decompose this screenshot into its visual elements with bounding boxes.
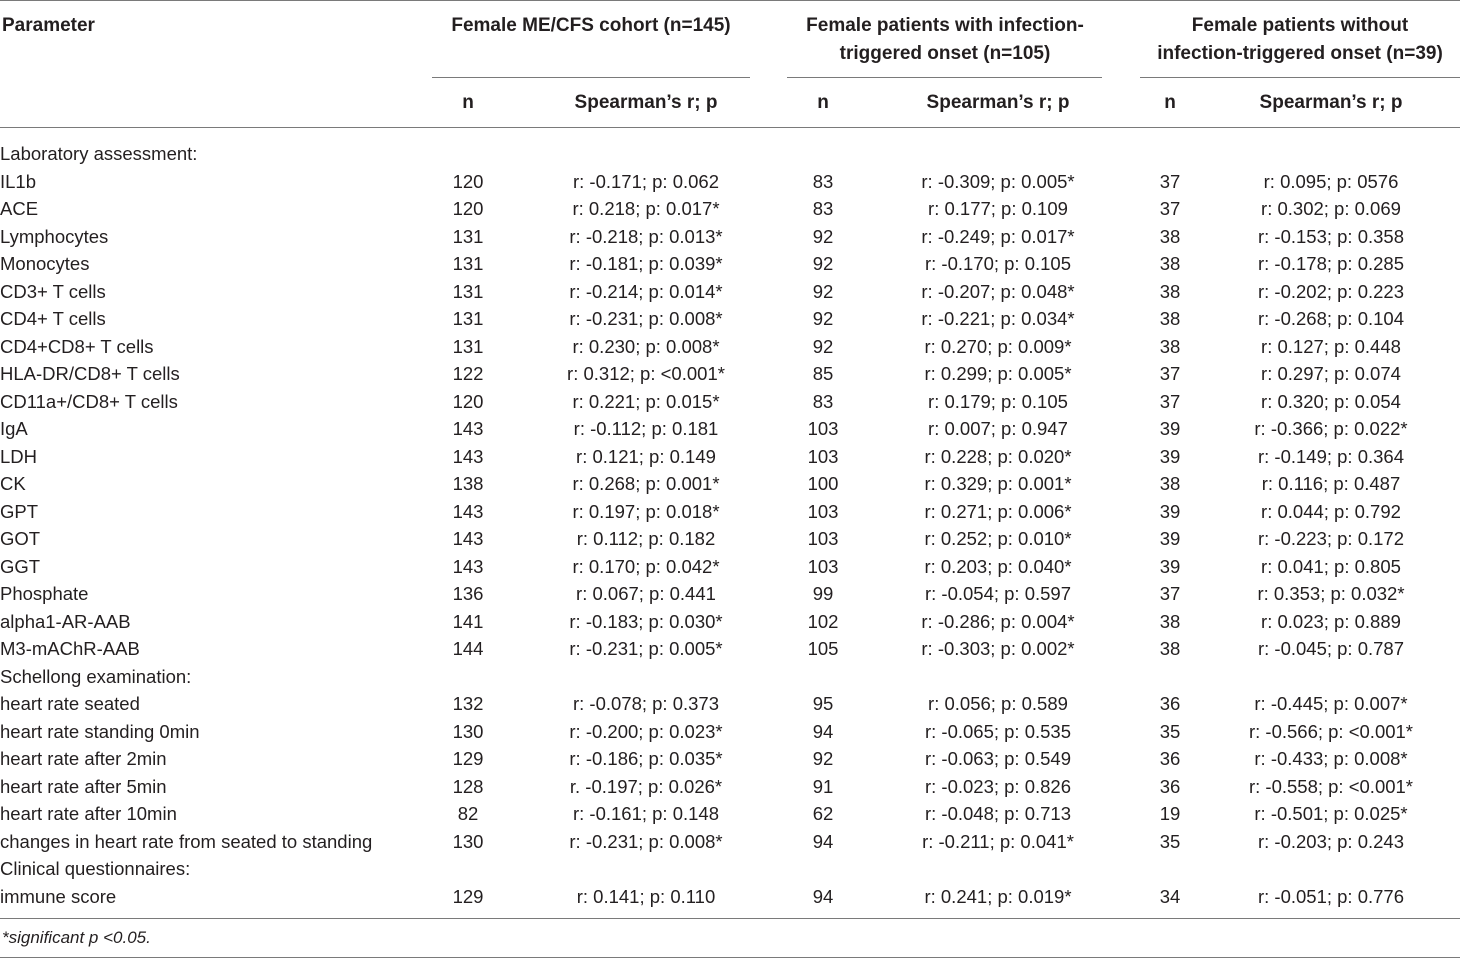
n-cohort-cell: 131	[452, 335, 484, 357]
header-n-group3: n	[1164, 92, 1176, 113]
section-header-row	[0, 663, 1460, 691]
n-noninfection-cell: 37	[1159, 363, 1181, 384]
header-group2-line1: Female patients with infection-	[806, 15, 1084, 36]
n-noninfection-cell: 38	[1159, 308, 1181, 329]
spearman-cohort-cell: r: -0.161; p: 0.148	[572, 803, 720, 824]
spearman-noninfection-cell: r: -0.223; p: 0.172	[1257, 528, 1405, 549]
n-noninfection-cell: 39	[1159, 555, 1181, 577]
n-cohort-cell: 144	[452, 638, 484, 659]
n-infection-cell: 91	[812, 775, 834, 797]
parameter-cell: CD4+CD8+ T cells	[0, 335, 154, 357]
spearman-infection-cell: r: -0.207; p: 0.048*	[921, 280, 1075, 302]
n-infection-cell: 94	[812, 830, 834, 852]
top-rule	[0, 0, 1460, 1]
spearman-noninfection-cell: r: -0.202; p: 0.223	[1257, 280, 1405, 302]
n-cohort-cell: 131	[452, 225, 484, 247]
table-row	[0, 635, 1460, 663]
spearman-infection-cell: r: -0.023; p: 0.826	[924, 775, 1072, 797]
spearman-infection-cell: r: 0.252; p: 0.010*	[924, 528, 1072, 549]
group2-underline	[787, 77, 1102, 78]
spearman-cohort-cell: r: 0.112; p: 0.182	[576, 528, 716, 549]
n-infection-cell: 92	[812, 225, 834, 247]
n-noninfection-cell: 36	[1159, 775, 1181, 797]
spearman-noninfection-cell: r: 0.023; p: 0.889	[1261, 610, 1401, 632]
spearman-cohort-cell: r: -0.181; p: 0.039*	[569, 253, 723, 274]
n-cohort-cell	[432, 663, 504, 691]
n-infection-cell: 103	[807, 555, 839, 577]
table-body	[0, 140, 1460, 910]
n-noninfection-cell: 39	[1159, 500, 1181, 522]
spearman-noninfection-cell: r: -0.501; p: 0.025*	[1254, 803, 1408, 824]
spearman-noninfection-cell: r: 0.041; p: 0.805	[1261, 555, 1401, 577]
n-noninfection-cell: 39	[1159, 528, 1181, 549]
spearman-noninfection-cell: r: -0.445; p: 0.007*	[1254, 693, 1408, 714]
n-cohort-cell: 120	[452, 390, 484, 412]
n-noninfection-cell: 38	[1159, 473, 1181, 494]
parameter-cell: CD11a+/CD8+ T cells	[0, 390, 178, 412]
n-infection-cell	[788, 855, 858, 883]
table-row	[0, 498, 1460, 526]
spearman-infection-cell: r: 0.271; p: 0.006*	[924, 500, 1072, 522]
table-row	[0, 195, 1460, 223]
parameter-cell: IgA	[0, 418, 28, 439]
n-noninfection-cell: 38	[1159, 253, 1181, 274]
table-row	[0, 278, 1460, 306]
n-noninfection-cell: 39	[1159, 445, 1181, 467]
spearman-noninfection-cell: r: -0.268; p: 0.104	[1257, 308, 1405, 329]
spearman-infection-cell: r: 0.299; p: 0.005*	[924, 363, 1072, 384]
n-infection-cell: 92	[812, 308, 834, 329]
header-spearman-group2: Spearman’s r; p	[926, 92, 1070, 113]
spearman-cohort-cell: r: -0.200; p: 0.023*	[569, 720, 723, 742]
spearman-noninfection-cell: r: -0.045; p: 0.787	[1257, 638, 1405, 659]
table-row	[0, 883, 1460, 911]
table-row	[0, 608, 1460, 636]
table-row	[0, 470, 1460, 498]
n-noninfection-cell: 35	[1159, 720, 1181, 742]
spearman-cohort-cell: r: 0.312; p: <0.001*	[567, 363, 725, 384]
spearman-cohort-cell: r: -0.183; p: 0.030*	[569, 610, 723, 632]
spearman-cohort-cell: r: 0.218; p: 0.017*	[572, 198, 720, 219]
n-noninfection-cell: 37	[1159, 583, 1181, 604]
spearman-infection-cell: r: 0.177; p: 0.109	[928, 198, 1068, 219]
n-cohort-cell: 129	[452, 885, 484, 907]
table-bottom-rule	[0, 918, 1460, 919]
n-cohort-cell: 130	[452, 720, 484, 742]
parameter-cell: changes in heart rate from seated to standing	[0, 830, 373, 852]
n-infection-cell: 103	[807, 500, 839, 522]
parameter-cell: Monocytes	[0, 253, 90, 274]
spearman-noninfection-cell: r: 0.116; p: 0.487	[1261, 473, 1401, 494]
parameter-cell: heart rate seated	[0, 693, 140, 714]
n-noninfection-cell: 38	[1159, 335, 1181, 357]
spearman-infection-cell: r: -0.065; p: 0.535	[924, 720, 1072, 742]
spearman-infection-cell: r: -0.249; p: 0.017*	[921, 225, 1075, 247]
n-noninfection-cell: 36	[1159, 693, 1181, 714]
spearman-infection-cell: r: -0.303; p: 0.002*	[921, 638, 1075, 659]
header-n-group1: n	[462, 92, 474, 113]
n-noninfection-cell: 36	[1159, 748, 1181, 769]
parameter-cell: Clinical questionnaires:	[0, 858, 191, 879]
header-group1-title: Female ME/CFS cohort (n=145)	[451, 15, 731, 36]
header-parameter: Parameter	[2, 15, 95, 36]
n-cohort-cell: 132	[452, 693, 484, 714]
spearman-infection-cell: r: -0.048; p: 0.713	[924, 803, 1072, 824]
spearman-noninfection-cell: r: -0.149; p: 0.364	[1257, 445, 1405, 467]
parameter-cell: HLA-DR/CD8+ T cells	[0, 363, 180, 384]
spearman-infection-cell: r: -0.170; p: 0.105	[924, 253, 1072, 274]
spearman-infection-cell: r: -0.054; p: 0.597	[924, 583, 1072, 604]
group3-underline	[1140, 77, 1460, 78]
n-infection-cell: 94	[812, 720, 834, 742]
n-cohort-cell: 129	[452, 748, 484, 769]
table-row	[0, 250, 1460, 278]
n-noninfection-cell: 38	[1159, 225, 1181, 247]
spearman-noninfection-cell: r: 0.302; p: 0.069	[1261, 198, 1401, 219]
table-row	[0, 690, 1460, 718]
table-row	[0, 333, 1460, 361]
table-row	[0, 745, 1460, 773]
header-group1	[432, 12, 750, 40]
n-infection-cell: 83	[812, 170, 834, 192]
header-group2	[770, 12, 1120, 68]
parameter-cell: Lymphocytes	[0, 225, 109, 247]
n-cohort-cell: 130	[452, 830, 484, 852]
n-noninfection-cell: 37	[1159, 390, 1181, 412]
header-group3	[1140, 12, 1460, 68]
parameter-cell: LDH	[0, 445, 38, 467]
table-row	[0, 443, 1460, 471]
table-row	[0, 828, 1460, 856]
n-cohort-cell: 131	[452, 280, 484, 302]
n-cohort-cell: 143	[452, 500, 484, 522]
parameter-cell: CK	[0, 473, 26, 494]
table-row	[0, 168, 1460, 196]
n-infection-cell: 94	[812, 885, 834, 907]
spearman-cohort-cell: r: -0.078; p: 0.373	[572, 693, 720, 714]
parameter-cell: heart rate after 10min	[0, 803, 177, 824]
spearman-noninfection-cell: r: -0.566; p: <0.001*	[1248, 720, 1414, 742]
n-infection-cell	[788, 663, 858, 691]
spearman-noninfection-cell: r: 0.127; p: 0.448	[1261, 335, 1401, 357]
n-infection-cell: 100	[807, 473, 839, 494]
parameter-cell: heart rate after 5min	[0, 775, 167, 797]
n-noninfection-cell: 19	[1159, 803, 1181, 824]
parameter-cell: GPT	[0, 500, 39, 522]
spearman-noninfection-cell	[1202, 855, 1460, 883]
spearman-noninfection-cell: r: 0.095; p: 0576	[1263, 170, 1399, 192]
n-infection-cell: 102	[807, 610, 839, 632]
spearman-cohort-cell: r: 0.221; p: 0.015*	[572, 390, 720, 412]
n-noninfection-cell	[1138, 855, 1202, 883]
n-noninfection-cell: 39	[1159, 418, 1181, 439]
n-cohort-cell: 143	[452, 528, 484, 549]
spearman-cohort-cell: r: -0.112; p: 0.181	[573, 418, 719, 439]
n-cohort-cell	[432, 140, 504, 168]
n-cohort-cell: 128	[452, 775, 484, 797]
correlation-table	[0, 140, 1460, 910]
n-noninfection-cell: 38	[1159, 280, 1181, 302]
spearman-noninfection-cell: r: -0.178; p: 0.285	[1257, 253, 1405, 274]
n-cohort-cell: 143	[452, 445, 484, 467]
section-header-row	[0, 855, 1460, 883]
spearman-infection-cell: r: 0.056; p: 0.589	[928, 693, 1068, 714]
n-infection-cell: 103	[807, 418, 839, 439]
spearman-cohort-cell: r: 0.268; p: 0.001*	[572, 473, 720, 494]
spearman-noninfection-cell: r: -0.153; p: 0.358	[1257, 225, 1405, 247]
n-infection-cell: 95	[812, 693, 834, 714]
header-spearman-group1: Spearman’s r; p	[574, 92, 718, 113]
spearman-cohort-cell: r: -0.171; p: 0.062	[572, 170, 720, 192]
spearman-cohort-cell: r: 0.141; p: 0.110	[576, 885, 716, 907]
n-cohort-cell: 131	[452, 253, 484, 274]
spearman-infection-cell: r: -0.211; p: 0.041*	[922, 830, 1074, 852]
spearman-infection-cell: r: 0.241; p: 0.019*	[924, 885, 1072, 907]
parameter-cell: Phosphate	[0, 583, 89, 604]
footnote-bottom-rule	[0, 957, 1460, 958]
parameter-cell: GGT	[0, 555, 41, 577]
n-noninfection-cell: 34	[1159, 885, 1181, 907]
spearman-noninfection-cell: r: -0.366; p: 0.022*	[1254, 418, 1408, 439]
spearman-cohort-cell: r: -0.218; p: 0.013*	[569, 225, 723, 247]
header-group2-line2: triggered onset (n=105)	[839, 43, 1051, 64]
spearman-noninfection-cell: r: -0.433; p: 0.008*	[1254, 748, 1408, 769]
spearman-noninfection-cell: r: 0.297; p: 0.074	[1261, 363, 1401, 384]
table-row	[0, 360, 1460, 388]
spearman-infection-cell: r: 0.179; p: 0.105	[928, 390, 1068, 412]
spearman-infection-cell: r: -0.063; p: 0.549	[924, 748, 1072, 769]
table-row	[0, 718, 1460, 746]
n-infection-cell: 105	[807, 638, 839, 659]
n-cohort-cell: 120	[452, 170, 484, 192]
spearman-cohort-cell	[504, 140, 788, 168]
spearman-infection-cell: r: -0.221; p: 0.034*	[921, 308, 1075, 329]
n-noninfection-cell	[1138, 140, 1202, 168]
parameter-cell: immune score	[0, 885, 117, 907]
header-spearman-group3: Spearman’s r; p	[1259, 92, 1403, 113]
n-cohort-cell: 136	[452, 583, 484, 604]
spearman-noninfection-cell	[1202, 663, 1460, 691]
n-noninfection-cell: 38	[1159, 610, 1181, 632]
table-row	[0, 580, 1460, 608]
n-cohort-cell: 138	[452, 473, 484, 494]
spearman-infection-cell	[858, 140, 1138, 168]
spearman-cohort-cell: r: -0.231; p: 0.005*	[569, 638, 723, 659]
n-cohort-cell: 143	[452, 555, 484, 577]
n-cohort-cell: 82	[457, 803, 479, 824]
spearman-infection-cell: r: 0.228; p: 0.020*	[924, 445, 1072, 467]
n-infection-cell: 92	[812, 748, 834, 769]
n-cohort-cell: 141	[452, 610, 484, 632]
spearman-infection-cell: r: 0.329; p: 0.001*	[924, 473, 1072, 494]
table-row	[0, 525, 1460, 553]
parameter-cell: heart rate standing 0min	[0, 720, 200, 742]
parameter-cell: Schellong examination:	[0, 665, 192, 687]
table-row	[0, 800, 1460, 828]
n-infection-cell: 62	[812, 803, 834, 824]
group1-underline	[432, 77, 750, 78]
n-noninfection-cell	[1138, 663, 1202, 691]
parameter-cell: CD4+ T cells	[0, 308, 106, 329]
section-header-row	[0, 140, 1460, 168]
spearman-noninfection-cell: r: 0.320; p: 0.054	[1261, 390, 1401, 412]
parameter-cell: CD3+ T cells	[0, 280, 106, 302]
table-row	[0, 305, 1460, 333]
parameter-cell: Laboratory assessment:	[0, 143, 198, 164]
n-infection-cell: 103	[807, 445, 839, 467]
spearman-cohort-cell: r: -0.231; p: 0.008*	[569, 308, 723, 329]
spearman-infection-cell	[858, 663, 1138, 691]
spearman-noninfection-cell: r: 0.353; p: 0.032*	[1257, 583, 1405, 604]
spearman-cohort-cell	[504, 663, 788, 691]
spearman-infection-cell: r: 0.270; p: 0.009*	[924, 335, 1072, 357]
spearman-noninfection-cell: r: -0.051; p: 0.776	[1257, 885, 1405, 907]
parameter-cell: heart rate after 2min	[0, 748, 167, 769]
spearman-cohort-cell: r. -0.197; p: 0.026*	[569, 775, 723, 797]
n-noninfection-cell: 35	[1159, 830, 1181, 852]
parameter-cell: IL1b	[0, 170, 37, 192]
spearman-noninfection-cell: r: -0.203; p: 0.243	[1257, 830, 1405, 852]
spearman-infection-cell: r: 0.203; p: 0.040*	[924, 555, 1072, 577]
n-noninfection-cell: 37	[1159, 170, 1181, 192]
footnote: *significant p <0.05.	[2, 928, 151, 947]
spearman-infection-cell: r: 0.007; p: 0.947	[928, 418, 1068, 439]
table-row	[0, 415, 1460, 443]
n-infection-cell: 99	[812, 583, 834, 604]
n-infection-cell: 92	[812, 335, 834, 357]
spearman-cohort-cell: r: -0.214; p: 0.014*	[569, 280, 723, 302]
n-infection-cell: 103	[807, 528, 839, 549]
parameter-cell: ACE	[0, 198, 39, 219]
n-cohort-cell: 122	[452, 363, 484, 384]
header-group3-line1: Female patients without	[1191, 15, 1409, 36]
table-row	[0, 223, 1460, 251]
spearman-infection-cell: r: -0.286; p: 0.004*	[921, 610, 1075, 632]
spearman-cohort-cell: r: 0.197; p: 0.018*	[572, 500, 720, 522]
spearman-infection-cell: r: -0.309; p: 0.005*	[921, 170, 1075, 192]
n-infection-cell	[788, 140, 858, 168]
spearman-cohort-cell: r: -0.186; p: 0.035*	[569, 748, 723, 769]
n-infection-cell: 85	[812, 363, 834, 384]
header-n-group2: n	[817, 92, 829, 113]
spearman-infection-cell	[858, 855, 1138, 883]
n-cohort-cell: 143	[452, 418, 484, 439]
n-cohort-cell	[432, 855, 504, 883]
n-infection-cell: 83	[812, 390, 834, 412]
n-infection-cell: 92	[812, 280, 834, 302]
n-noninfection-cell: 38	[1159, 638, 1181, 659]
parameter-cell: GOT	[0, 528, 41, 549]
spearman-cohort-cell	[504, 855, 788, 883]
spearman-cohort-cell: r: 0.121; p: 0.149	[576, 445, 716, 467]
spearman-noninfection-cell: r: -0.558; p: <0.001*	[1248, 775, 1414, 797]
parameter-cell: alpha1-AR-AAB	[0, 610, 131, 632]
spearman-cohort-cell: r: 0.170; p: 0.042*	[572, 555, 720, 577]
table-row	[0, 773, 1460, 801]
n-cohort-cell: 120	[452, 198, 484, 219]
header-group3-line2: infection-triggered onset (n=39)	[1157, 43, 1443, 64]
spearman-cohort-cell: r: 0.230; p: 0.008*	[572, 335, 720, 357]
spearman-cohort-cell: r: -0.231; p: 0.008*	[569, 830, 723, 852]
table-row	[0, 553, 1460, 581]
spearman-cohort-cell: r: 0.067; p: 0.441	[576, 583, 716, 604]
spearman-noninfection-cell: r: 0.044; p: 0.792	[1261, 500, 1401, 522]
spearman-noninfection-cell	[1202, 140, 1460, 168]
table-row	[0, 388, 1460, 416]
header-bottom-rule	[0, 127, 1460, 128]
n-infection-cell: 83	[812, 198, 834, 219]
n-infection-cell: 92	[812, 253, 834, 274]
n-noninfection-cell: 37	[1159, 198, 1181, 219]
parameter-cell: M3-mAChR-AAB	[0, 638, 140, 659]
n-cohort-cell: 131	[452, 308, 484, 329]
